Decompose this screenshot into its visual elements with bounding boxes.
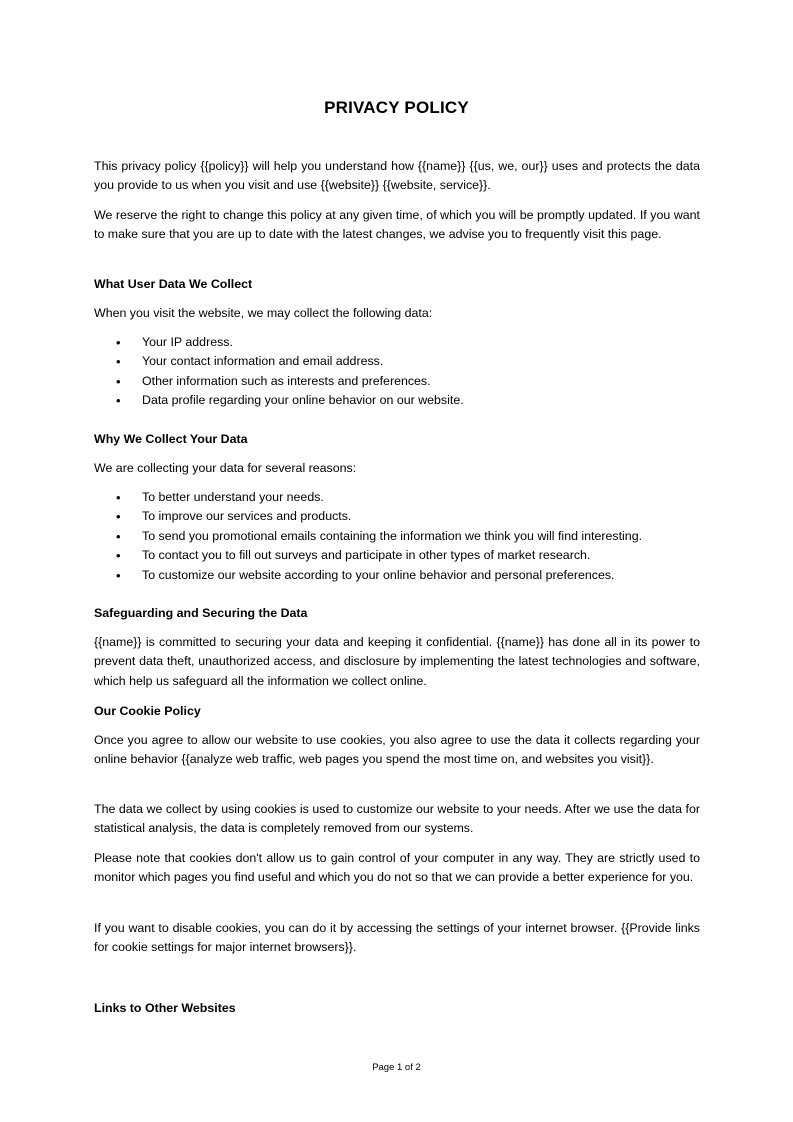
- why-list: [94, 488, 700, 585]
- list-item: • Other information such as interests and preferences.: [94, 372, 700, 391]
- cookie-paragraph-2: The data we collect by using cookies is used to customize our website to your needs. After we use the data for statistical analysis, the data is completely removed from our systems.: [94, 802, 700, 836]
- safeguard-paragraph: {{name}} is committed to securing your data and keeping it confidential. {{name}} has done all in its power to prevent data theft, unauthorized access, and disclosure by implementing the latest technologies and software, which help us safeguard all the information we collect online.: [94, 635, 700, 688]
- cookie-paragraph-4: If you want to disable cookies, you can do it by accessing the settings of your internet browser. {{Provide links for cookie settings for major internet browsers}}.: [94, 921, 700, 955]
- heading-why-collect: Why We Collect Your Data: [94, 432, 248, 446]
- collect-list: [94, 333, 700, 411]
- list-item: • To better understand your needs.: [94, 488, 700, 507]
- intro-paragraph-2: We reserve the right to change this policy at any given time, of which you will be promptly updated. If you want to make sure that you are up to date with the latest changes, we advise you to frequently visit this page.: [94, 208, 700, 242]
- cookie-paragraph-1: Once you agree to allow our website to use cookies, you also agree to use the data it collects regarding your online behavior {{analyze web traffic, web pages you spend the most time on, and websites you visit}}.: [94, 733, 700, 767]
- heading-links-other-websites: Links to Other Websites: [94, 1001, 236, 1015]
- page-number-footer: Page 1 of 2: [372, 1062, 421, 1073]
- heading-cookie-policy: Our Cookie Policy: [94, 704, 201, 718]
- page-title: PRIVACY POLICY: [324, 98, 469, 117]
- list-item: • To contact you to fill out surveys and participate in other types of market research.: [94, 546, 700, 565]
- intro-paragraph-1: This privacy policy {{policy}} will help you understand how {{name}} {{us, we, our}} uses and protects the data you provide to us when you visit and use {{website}} {{website, service}}.: [94, 159, 700, 193]
- list-item: • To send you promotional emails containing the information we think you will find interesting.: [94, 527, 700, 546]
- list-item: • Data profile regarding your online behavior on our website.: [94, 391, 700, 410]
- list-item: • Your IP address.: [94, 333, 700, 352]
- collect-lead-text: When you visit the website, we may collect the following data:: [94, 306, 433, 320]
- list-item: • To customize our website according to your online behavior and personal preferences.: [94, 566, 700, 585]
- list-item: • Your contact information and email address.: [94, 352, 700, 371]
- cookie-paragraph-3: Please note that cookies don't allow us to gain control of your computer in any way. They are strictly used to monitor which pages you find useful and which you do not so that we can provide a better experience for you.: [94, 851, 700, 885]
- why-lead-text: We are collecting your data for several reasons:: [94, 461, 357, 475]
- list-item: • To improve our services and products.: [94, 507, 700, 526]
- heading-what-user-data: What User Data We Collect: [94, 277, 253, 291]
- heading-safeguarding: Safeguarding and Securing the Data: [94, 606, 308, 620]
